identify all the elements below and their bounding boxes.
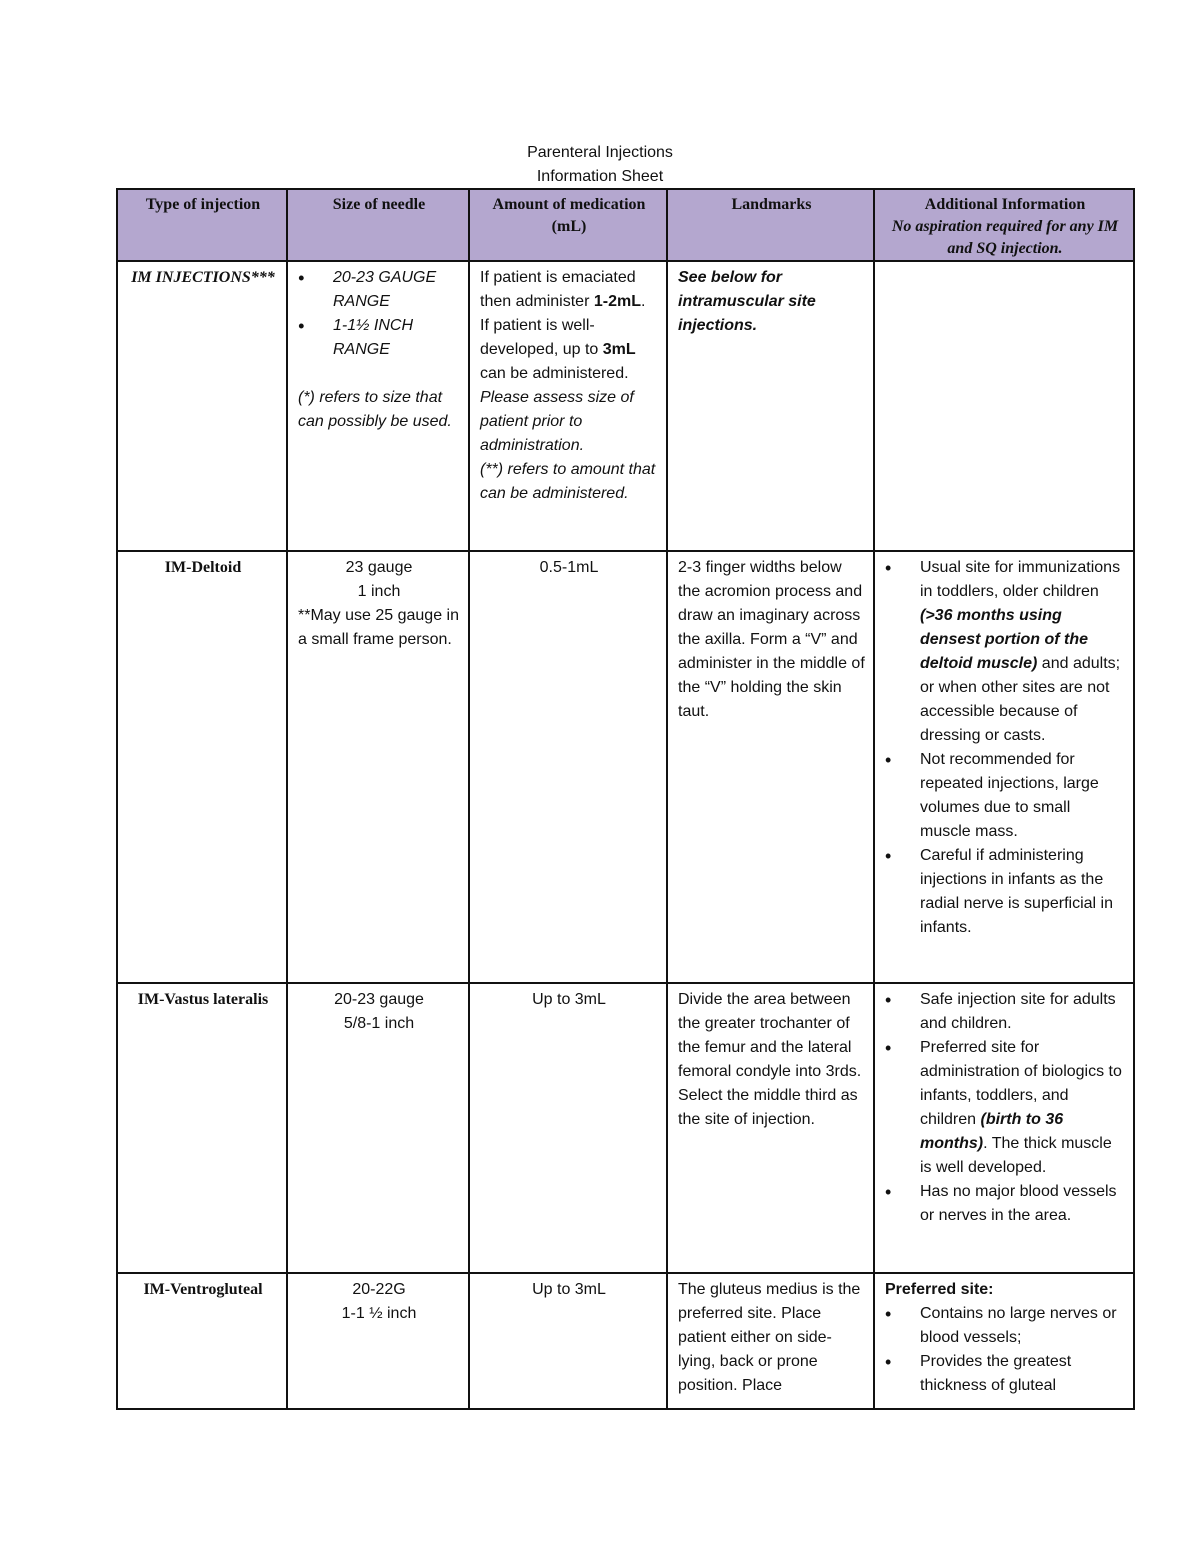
amount-assess-note: Please assess size of patient prior to administration. <box>480 389 634 454</box>
info-text: Usual site for immunizations in toddlers, older children <box>920 559 1121 600</box>
additional-ventrogluteal <box>874 1273 1134 1409</box>
needle-gauge: 20-23 gauge <box>334 991 424 1008</box>
title-line-1: Parenteral Injections <box>527 144 673 161</box>
amount-text: . If patient is well-developed, up to <box>480 293 646 358</box>
list-item <box>885 1036 1125 1180</box>
list-item <box>885 556 1125 748</box>
needle-gauge: 20-22G <box>352 1281 406 1298</box>
amount-ventrogluteal: Up to 3mL <box>469 1273 667 1409</box>
amount-bold: 3mL <box>602 341 636 358</box>
landmarks-im-injections: See below for intramuscular site injections. <box>667 261 874 551</box>
needle-note: (*) refers to size that can possibly be used. <box>298 389 452 430</box>
needle-length: 1 inch <box>357 583 401 600</box>
header-additional-note: No aspiration required for any IM and SQ injection. <box>891 218 1119 257</box>
type-deltoid: IM-Deltoid <box>117 551 287 983</box>
landmarks-deltoid: 2-3 finger widths below the acromion process and draw an imaginary across the axilla. Form a “V” and administer in the middle of the “V” holding the skin taut. <box>667 551 874 983</box>
amount-text: If patient is emaciated then administer <box>480 269 636 310</box>
needle-note: **May use 25 gauge in a small frame person. <box>298 607 459 648</box>
info-emphasis: (birth to 36 months) <box>920 1111 1064 1152</box>
header-row <box>117 189 1134 261</box>
amount-im-injections <box>469 261 667 551</box>
amount-refers-note: (**) refers to amount that can be administered. <box>480 461 656 502</box>
landmarks-vastus-lateralis: Divide the area between the greater trochanter of the femur and the lateral femoral condyle into 3rds. Select the middle third as the site of injection. <box>667 983 874 1273</box>
header-type: Type of injection <box>117 189 287 261</box>
ventro-info-list <box>885 1302 1125 1398</box>
injection-table <box>116 188 1135 1410</box>
list-item: • Safe injection site for adults and children. <box>885 988 1125 1036</box>
list-item: • Provides the greatest thickness of gluteal <box>885 1350 1125 1398</box>
needle-deltoid <box>287 551 469 983</box>
additional-im-injections <box>874 261 1134 551</box>
info-text: Preferred site for administration of biologics to infants, toddlers, and children <box>920 1039 1122 1128</box>
amount-bold: 1-2mL <box>593 293 641 310</box>
list-item: • Careful if administering injections in infants as the radial nerve is superficial in infants. <box>885 844 1125 940</box>
info-text: and adults; or when other sites are not accessible because of dressing or casts. <box>920 655 1121 744</box>
landmarks-ventrogluteal: The gluteus medius is the preferred site. Place patient either on side-lying, back or prone position. Place <box>667 1273 874 1409</box>
needle-im-injections <box>287 261 469 551</box>
table-row-deltoid <box>117 551 1134 983</box>
list-item: • Has no major blood vessels or nerves in the area. <box>885 1180 1125 1228</box>
list-item: • 1-1½ INCH RANGE <box>298 314 460 362</box>
type-ventrogluteal: IM-Ventrogluteal <box>117 1273 287 1409</box>
table-row-vastus-lateralis <box>117 983 1134 1273</box>
header-additional-title: Additional Information <box>924 196 1086 213</box>
header-needle: Size of needle <box>287 189 469 261</box>
amount-text: can be administered. <box>480 365 629 382</box>
type-im-injections: IM INJECTIONS*** <box>117 261 287 551</box>
header-additional <box>874 189 1134 261</box>
list-item: • Contains no large nerves or blood vessels; <box>885 1302 1125 1350</box>
needle-length: 1-1 ½ inch <box>341 1305 417 1322</box>
list-item: • 20-23 GAUGE RANGE <box>298 266 460 314</box>
needle-range-list <box>298 266 460 362</box>
additional-deltoid <box>874 551 1134 983</box>
preferred-site-heading: Preferred site: <box>885 1281 994 1298</box>
table-row-ventrogluteal <box>117 1273 1134 1409</box>
needle-gauge: 23 gauge <box>345 559 413 576</box>
header-amount: Amount of medication (mL) <box>469 189 667 261</box>
header-landmarks: Landmarks <box>667 189 874 261</box>
needle-length: 5/8-1 inch <box>343 1015 415 1032</box>
info-text: . The thick muscle is well developed. <box>920 1135 1112 1176</box>
title-line-2: Information Sheet <box>536 168 664 185</box>
table-row-im-injections <box>117 261 1134 551</box>
info-emphasis: (>36 months using densest portion of the deltoid muscle) <box>920 607 1088 672</box>
type-vastus-lateralis: IM-Vastus lateralis <box>117 983 287 1273</box>
list-item: • Not recommended for repeated injections, large volumes due to small muscle mass. <box>885 748 1125 844</box>
page-title <box>0 141 1200 189</box>
needle-vastus-lateralis <box>287 983 469 1273</box>
additional-vastus-lateralis <box>874 983 1134 1273</box>
vastus-info-list <box>885 988 1125 1228</box>
deltoid-info-list <box>885 556 1125 940</box>
amount-deltoid: 0.5-1mL <box>469 551 667 983</box>
needle-ventrogluteal <box>287 1273 469 1409</box>
amount-vastus-lateralis: Up to 3mL <box>469 983 667 1273</box>
